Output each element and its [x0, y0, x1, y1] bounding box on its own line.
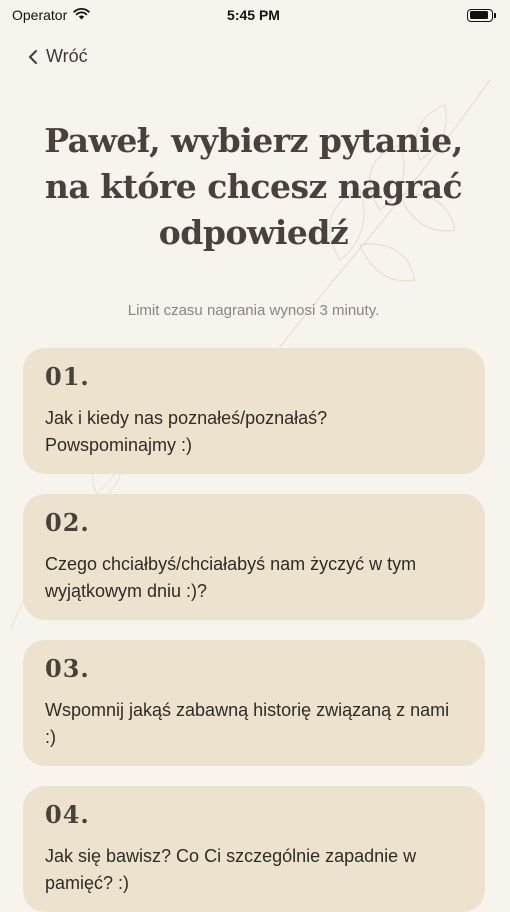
recording-limit-note: Limit czasu nagrania wynosi 3 minuty.	[127, 302, 380, 319]
back-label: Wróć	[46, 46, 88, 66]
chevron-left-icon	[28, 49, 38, 65]
question-number: 01.	[45, 362, 90, 391]
question-text: Jak się bawisz? Co Ci szczególnie zapadnie w pamięć? :)	[45, 846, 417, 893]
question-card[interactable]	[23, 640, 485, 766]
question-text: Wspomnij jakąś zabawną historię związaną z nami :)	[45, 700, 450, 747]
carrier-label: Operator	[12, 7, 68, 23]
battery-icon	[467, 9, 493, 22]
question-number: 04.	[45, 800, 90, 829]
question-list	[23, 348, 485, 912]
question-number: 03.	[45, 654, 90, 683]
wifi-icon	[73, 7, 90, 23]
question-text: Czego chciałbyś/chciałabyś nam życzyć w tym wyjątkowym dniu :)?	[45, 554, 417, 601]
question-card[interactable]	[23, 348, 485, 474]
question-card[interactable]	[23, 786, 485, 912]
status-bar	[0, 0, 507, 30]
back-button[interactable]	[28, 46, 88, 67]
status-time: 5:45 PM	[227, 7, 280, 23]
question-number: 02.	[45, 508, 90, 537]
question-text: Jak i kiedy nas poznałeś/poznałaś? Powspominajmy :)	[45, 408, 328, 455]
page-title: Paweł, wybierz pytanie, na które chcesz nagrać odpowiedź	[44, 121, 463, 252]
question-card[interactable]	[23, 494, 485, 620]
